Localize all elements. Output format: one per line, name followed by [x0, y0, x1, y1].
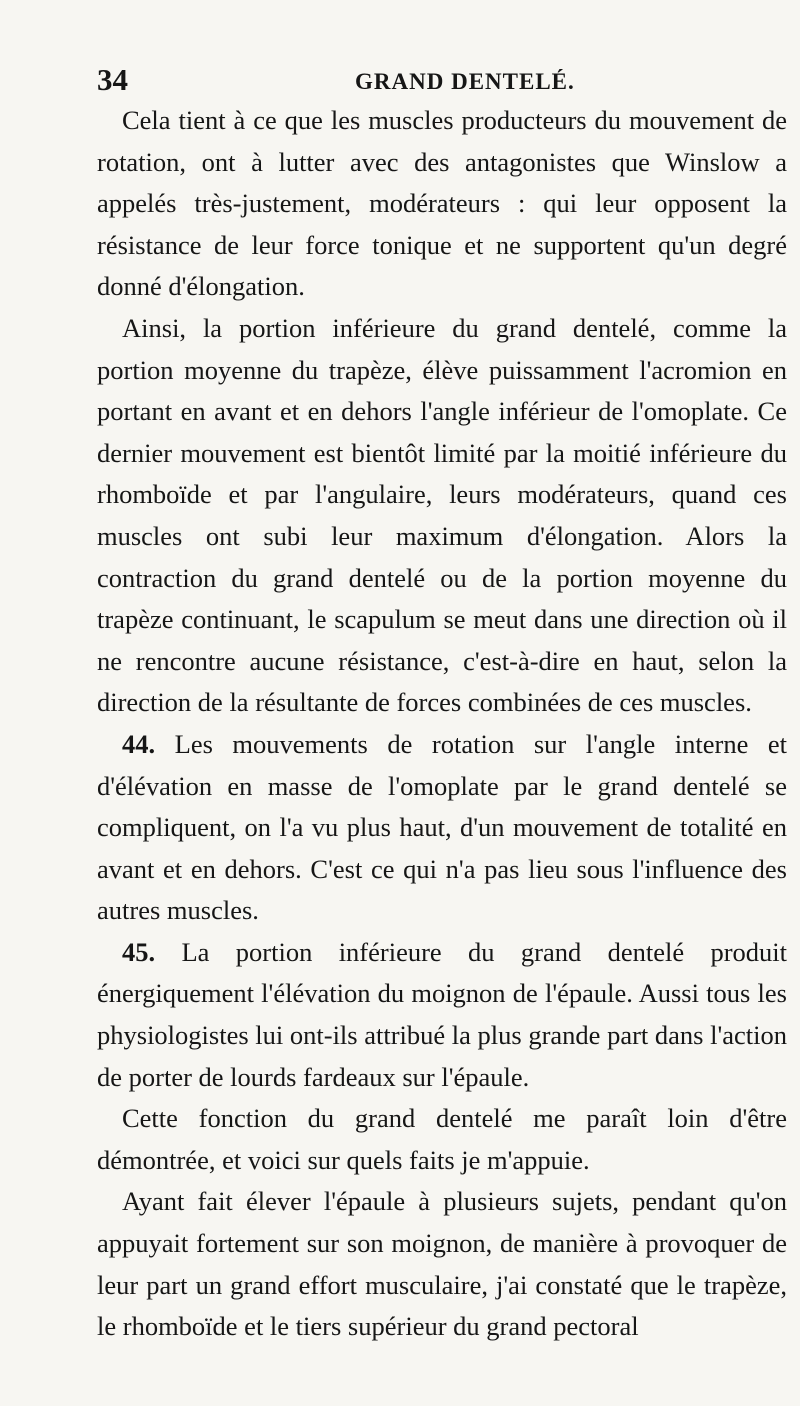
paragraph-text: La portion inférieure du grand dentelé produit énergiquement l'élévation du moignon de l'épaule. Aussi tous les physiologistes lui ont-ils attribué la plus grande part dans l'action de porter de lourds fardeaux sur l'épaule. — [97, 936, 787, 1092]
paragraph — [97, 1098, 787, 1181]
paragraph — [97, 932, 787, 1098]
paragraph — [97, 724, 787, 932]
paragraph-number: 44. — [122, 728, 156, 759]
page-number: 34 — [97, 62, 128, 97]
paragraph-text: Cela tient à ce que les muscles producteurs du mouvement de rotation, ont à lutter avec des antagonistes que Winslow a appelés très-justement, modérateurs : qui leur opposent la résistance de leur force tonique et ne supportent qu'un degré donné d'élongation. — [97, 105, 787, 302]
paragraph — [97, 100, 787, 308]
paragraph — [97, 308, 787, 724]
running-title: GRAND DENTELÉ. — [355, 69, 575, 94]
paragraph-text: Les mouvements de rotation sur l'angle interne et d'élévation en masse de l'omoplate par le grand dentelé se compliquent, on l'a vu plus haut, d'un mouvement de totalité en avant et en dehors. C'est ce qui n'a pas lieu sous l'influence des autres muscles. — [97, 728, 788, 926]
body-text — [97, 100, 787, 1348]
page-header — [97, 62, 787, 98]
paragraph — [97, 1181, 787, 1347]
paragraph-text: Cette fonction du grand dentelé me paraît loin d'être démontrée, et voici sur quels faits je m'appuie. — [97, 1103, 787, 1175]
paragraph-number: 45. — [122, 936, 156, 967]
paragraph-text: Ainsi, la portion inférieure du grand dentelé, comme la portion moyenne du trapèze, élève puissamment l'acromion en portant en avant et en dehors l'angle inférieur de l'omoplate. Ce dernier mouvement est bientôt limité par la moitié inférieure du rhomboïde et par l'angulaire, leurs modérateurs, quand ces muscles ont subi leur maximum d'élongation. Alors la contraction du grand dentelé ou de la portion moyenne du trapèze continuant, le scapulum se meut dans une direction où il ne rencontre aucune résistance, c'est-à-dire en haut, selon la direction de la résultante de forces combinées de ces muscles. — [97, 312, 787, 718]
paragraph-text: Ayant fait élever l'épaule à plusieurs sujets, pendant qu'on appuyait fortement sur son moignon, de manière à provoquer de leur part un grand effort musculaire, j'ai constaté que le trapèze, le rhomboïde et le tiers supérieur du grand pectoral — [97, 1186, 787, 1342]
